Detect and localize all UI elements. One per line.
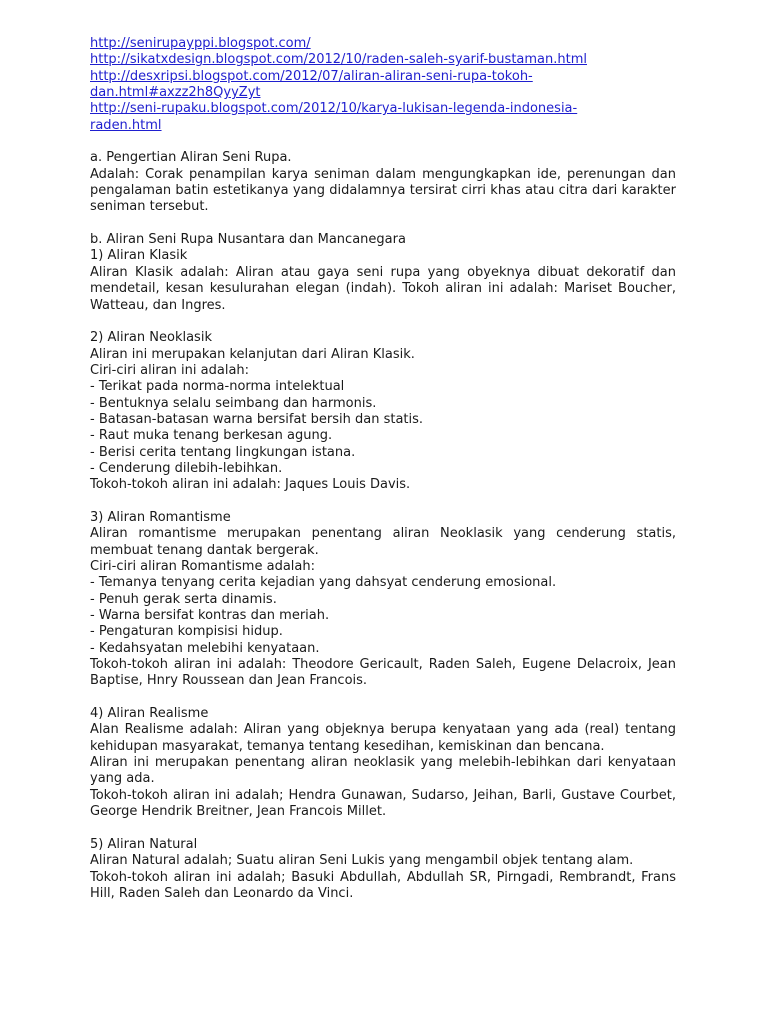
subsection-intro: Aliran romantisme merupakan penentang aliran Neoklasik yang cenderung statis, membuat tenang dantak bergerak. <box>90 526 676 558</box>
link-seni-rupaku[interactable] <box>90 101 676 134</box>
subsection-body: Aliran Natural adalah; Suatu aliran Seni Lukis yang mengambil objek tentang alam. <box>90 853 634 869</box>
link-senirupayppi[interactable] <box>90 36 676 52</box>
section-realisme <box>90 706 676 820</box>
list-item: - Batasan-batasan warna bersifat bersih dan statis. <box>90 411 424 427</box>
ciri-label: Ciri-ciri aliran ini adalah: <box>90 362 250 378</box>
spacer <box>90 314 676 330</box>
section-aliran <box>90 232 676 314</box>
subsection-heading: 4) Aliran Realisme <box>90 706 209 722</box>
list-item: - Cenderung dilebih-lebihkan. <box>90 460 283 476</box>
reference-links <box>90 36 676 134</box>
list-item: - Berisi cerita tentang lingkungan istana. <box>90 444 356 460</box>
section-heading: a. Pengertian Aliran Seni Rupa. <box>90 150 292 166</box>
tokoh-line: Tokoh-tokoh aliran ini adalah: Jaques Louis Davis. <box>90 477 411 493</box>
section-romantisme <box>90 510 676 690</box>
spacer <box>90 690 676 706</box>
subsection-heading: 3) Aliran Romantisme <box>90 509 231 525</box>
spacer <box>90 494 676 510</box>
subsection-body: Aliran Klasik adalah: Aliran atau gaya seni rupa yang obyeknya dibuat dekoratif dan mendetail, kesan kesulurahan elegan (indah). Tokoh aliran ini adalah: Mariset Boucher, Watteau, dan Ingres. <box>90 264 676 313</box>
link-desxripsi[interactable] <box>90 69 676 102</box>
list-item: - Raut muka tenang berkesan agung. <box>90 428 333 444</box>
spacer <box>90 821 676 837</box>
ciri-list <box>90 379 676 477</box>
list-item: - Bentuknya selalu seimbang dan harmonis. <box>90 395 377 411</box>
section-body: Adalah: Corak penampilan karya seniman dalam mengungkapkan ide, perenungan dan pengalaman batin estetikanya yang didalamnya tersirat cirri khas atau citra dari karakter seniman tersebut. <box>90 166 676 215</box>
link-line: http://sikatxdesign.blogspot.com/2012/10/raden-saleh-syarif-bustaman.html <box>90 52 587 68</box>
section-natural <box>90 837 676 902</box>
link-line: http://desxripsi.blogspot.com/2012/07/aliran-aliran-seni-rupa-tokoh- <box>90 68 533 84</box>
tokoh-line: Tokoh-tokoh aliran ini adalah; Basuki Abdullah, Abdullah SR, Pirngadi, Rembrandt, Frans Hill, Raden Saleh dan Leonardo da Vinci. <box>90 869 676 901</box>
list-item: - Temanya tenyang cerita kejadian yang dahsyat cenderung emosional. <box>90 575 557 591</box>
section-neoklasik <box>90 330 676 493</box>
spacer <box>90 216 676 232</box>
subsection-heading: 1) Aliran Klasik <box>90 248 188 264</box>
list-item: - Warna bersifat kontras dan meriah. <box>90 608 330 624</box>
link-sikatxdesign[interactable] <box>90 52 676 68</box>
spacer <box>90 134 676 150</box>
link-line: dan.html#axzz2h8QyyZyt <box>90 85 261 101</box>
link-line: http://seni-rupaku.blogspot.com/2012/10/karya-lukisan-legenda-indonesia- <box>90 101 578 117</box>
section-pengertian <box>90 150 676 215</box>
subsection-heading: 2) Aliran Neoklasik <box>90 330 212 346</box>
list-item: - Kedahsyatan melebihi kenyataan. <box>90 640 320 656</box>
list-item: - Penuh gerak serta dinamis. <box>90 591 277 607</box>
ciri-label: Ciri-ciri aliran Romantisme adalah: <box>90 559 315 574</box>
document-page <box>90 36 676 902</box>
section-heading: b. Aliran Seni Rupa Nusantara dan Mancanegara <box>90 232 406 248</box>
subsection-body: Aliran ini merupakan penentang aliran neoklasik yang melebih-lebihkan dari kenyataan yang ada. <box>90 755 676 787</box>
subsection-heading: 5) Aliran Natural <box>90 836 198 852</box>
link-line: http://senirupayppi.blogspot.com/ <box>90 36 311 51</box>
subsection-intro: Aliran ini merupakan kelanjutan dari Aliran Klasik. <box>90 346 415 362</box>
list-item: - Terikat pada norma-norma intelektual <box>90 379 345 395</box>
tokoh-line: Tokoh-tokoh aliran ini adalah; Hendra Gunawan, Sudarso, Jeihan, Barli, Gustave Courbet, George Hendrik Breitner, Jean Francois Millet. <box>90 787 676 820</box>
ciri-list <box>90 575 676 657</box>
subsection-body: Alan Realisme adalah: Aliran yang objeknya berupa kenyataan yang ada (real) tentang kehidupan masyarakat, temanya tentang kesedihan, kemiskinan dan bencana. <box>90 722 676 754</box>
tokoh-line: Tokoh-tokoh aliran ini adalah: Theodore Gericault, Raden Saleh, Eugene Delacroix, Jean Baptise, Hnry Roussean dan Jean Francois. <box>90 657 676 689</box>
link-line: raden.html <box>90 117 162 133</box>
list-item: - Pengaturan kompisisi hidup. <box>90 624 283 640</box>
